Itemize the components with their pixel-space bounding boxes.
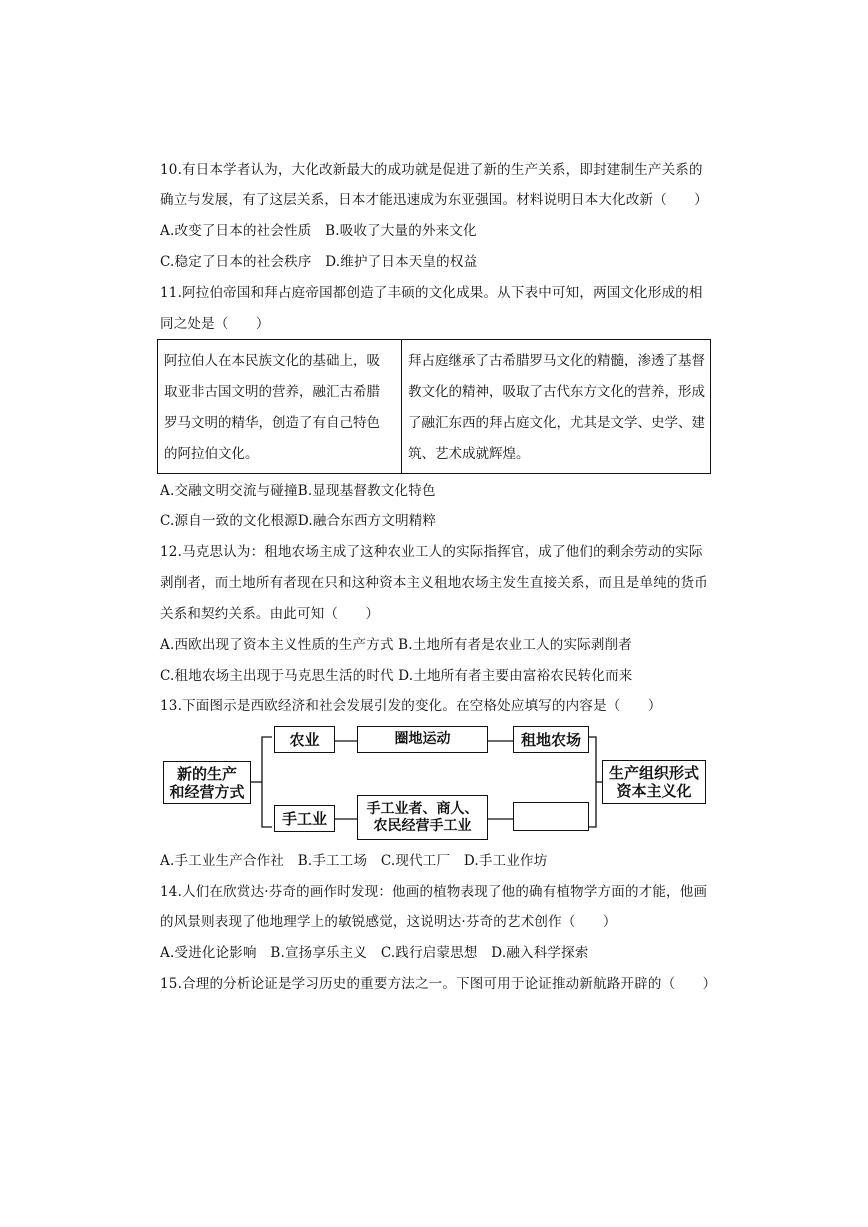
q12-stem-line3: 关系和契约关系。由此可知（ ） [160,606,380,622]
capitalist-organization-line2: 资本主义化 [616,782,692,800]
craftsmen-line1: 手工业者、商人、 [366,800,479,817]
blank-answer-box[interactable] [513,802,589,831]
capitalist-organization-box [602,760,706,804]
new-production-mode-line1: 新的生产 [176,764,237,783]
q13-options: A.手工业生产合作社 B.手工工场 C.现代工厂 D.手工业作坊 [160,853,548,869]
craftsmen-merchants-box [357,795,488,840]
q11-stem-line1: 11.阿拉伯帝国和拜占庭帝国都创造了丰硕的文化成果。从下表中可知，两国文化形成的相 [160,285,703,301]
left-bracket-line [262,737,272,827]
right-bracket-line [589,737,596,827]
byzantine-text-line: 筑、艺术成就辉煌。 [408,446,530,462]
handicraft-box [274,805,335,832]
byzantine-text-line: 教文化的精神，吸取了古代东方文化的营养，形成 [408,384,705,400]
tenant-farm-label: 租地农场 [520,730,581,749]
q14-options: A.受进化论影响 B.宣扬享乐主义 C.践行启蒙思想 D.融入科学探索 [160,945,589,961]
agriculture-label: 农业 [289,730,320,749]
q11-options-ab: A.交融文明交流与碰撞B.显现基督教文化特色 [160,483,436,499]
q12-options-cd: C.租地农场主出现于马克思生活的时代 D.土地所有者主要由富裕农民转化而来 [160,668,633,684]
q14-stem-line1: 14.人们在欣赏达·芬奇的画作时发现：他画的植物表现了他的确有植物学方面的才能，他画 [160,884,708,900]
arabic-text-line: 阿拉伯人在本民族文化的基础上，吸 [164,353,380,369]
q13-stem-line1: 13.下面图示是西欧经济和社会发展引发的变化。在空格处应填写的内容是（ ） [160,698,662,714]
q12-options-ab: A.西欧出现了资本主义性质的生产方式 B.土地所有者是农业工人的实际剥削者 [160,637,632,653]
byzantine-text-line: 了融汇东西的拜占庭文化，尤其是文学、史学、建 [408,415,705,431]
craftsmen-line2: 农民经营手工业 [373,817,472,834]
capitalist-organization-line1: 生产组织形式 [608,764,699,782]
q10-options-cd: C.稳定了日本的社会秩序 D.维护了日本天皇的权益 [160,254,478,270]
q11-stem-line2: 同之处是（ ） [160,316,270,332]
q12-stem-line1: 12.马克思认为：租地农场主成了这种农业工人的实际指挥官，成了他们的剩余劳动的实际 [160,544,703,560]
agriculture-box [274,726,335,753]
q15-stem-line1: 15.合理的分析论证是学习历史的重要方法之一。下图可用于论证推动新航路开辟的（ ） [160,976,717,992]
q11-options-cd: C.源自一致的文化根源D.融合东西方文明精粹 [160,513,437,529]
new-production-mode-line2: 和经营方式 [169,782,245,801]
handicraft-label: 手工业 [281,809,327,828]
enclosure-movement-box [357,726,488,753]
tenant-farm-box [513,726,589,753]
q10-stem-line1: 10.有日本学者认为，大化改新最大的成功就是促进了新的生产关系，即封建制生产关系的 [160,162,703,178]
q10-options-ab: A.改变了日本的社会性质 B.吸收了大量的外来文化 [160,223,477,239]
new-production-mode-box [163,761,251,804]
arabic-text-line: 取亚非古国文明的营养，融汇古希腊 [164,384,380,400]
q14-stem-line2: 的风景则表现了他地理学上的敏锐感觉，这说明达·芬奇的艺术创作（ ） [160,914,617,930]
arabic-text-line: 的阿拉伯文化。 [164,446,259,462]
q12-stem-line2: 剥削者，而土地所有者现在只和这种资本主义租地农场主发生直接关系，而且是单纯的货币 [160,575,708,591]
enclosure-movement-label: 圈地运动 [394,731,451,747]
arabic-text-line: 罗马文明的精华，创造了有自己特色 [164,415,380,431]
byzantine-text-line: 拜占庭继承了古希腊罗马文化的精髓，渗透了基督 [408,353,705,369]
q10-stem-line2: 确立与发展，有了这层关系，日本才能迅速成为东亚强国。材料说明日本大化改新（ ） [160,192,708,208]
